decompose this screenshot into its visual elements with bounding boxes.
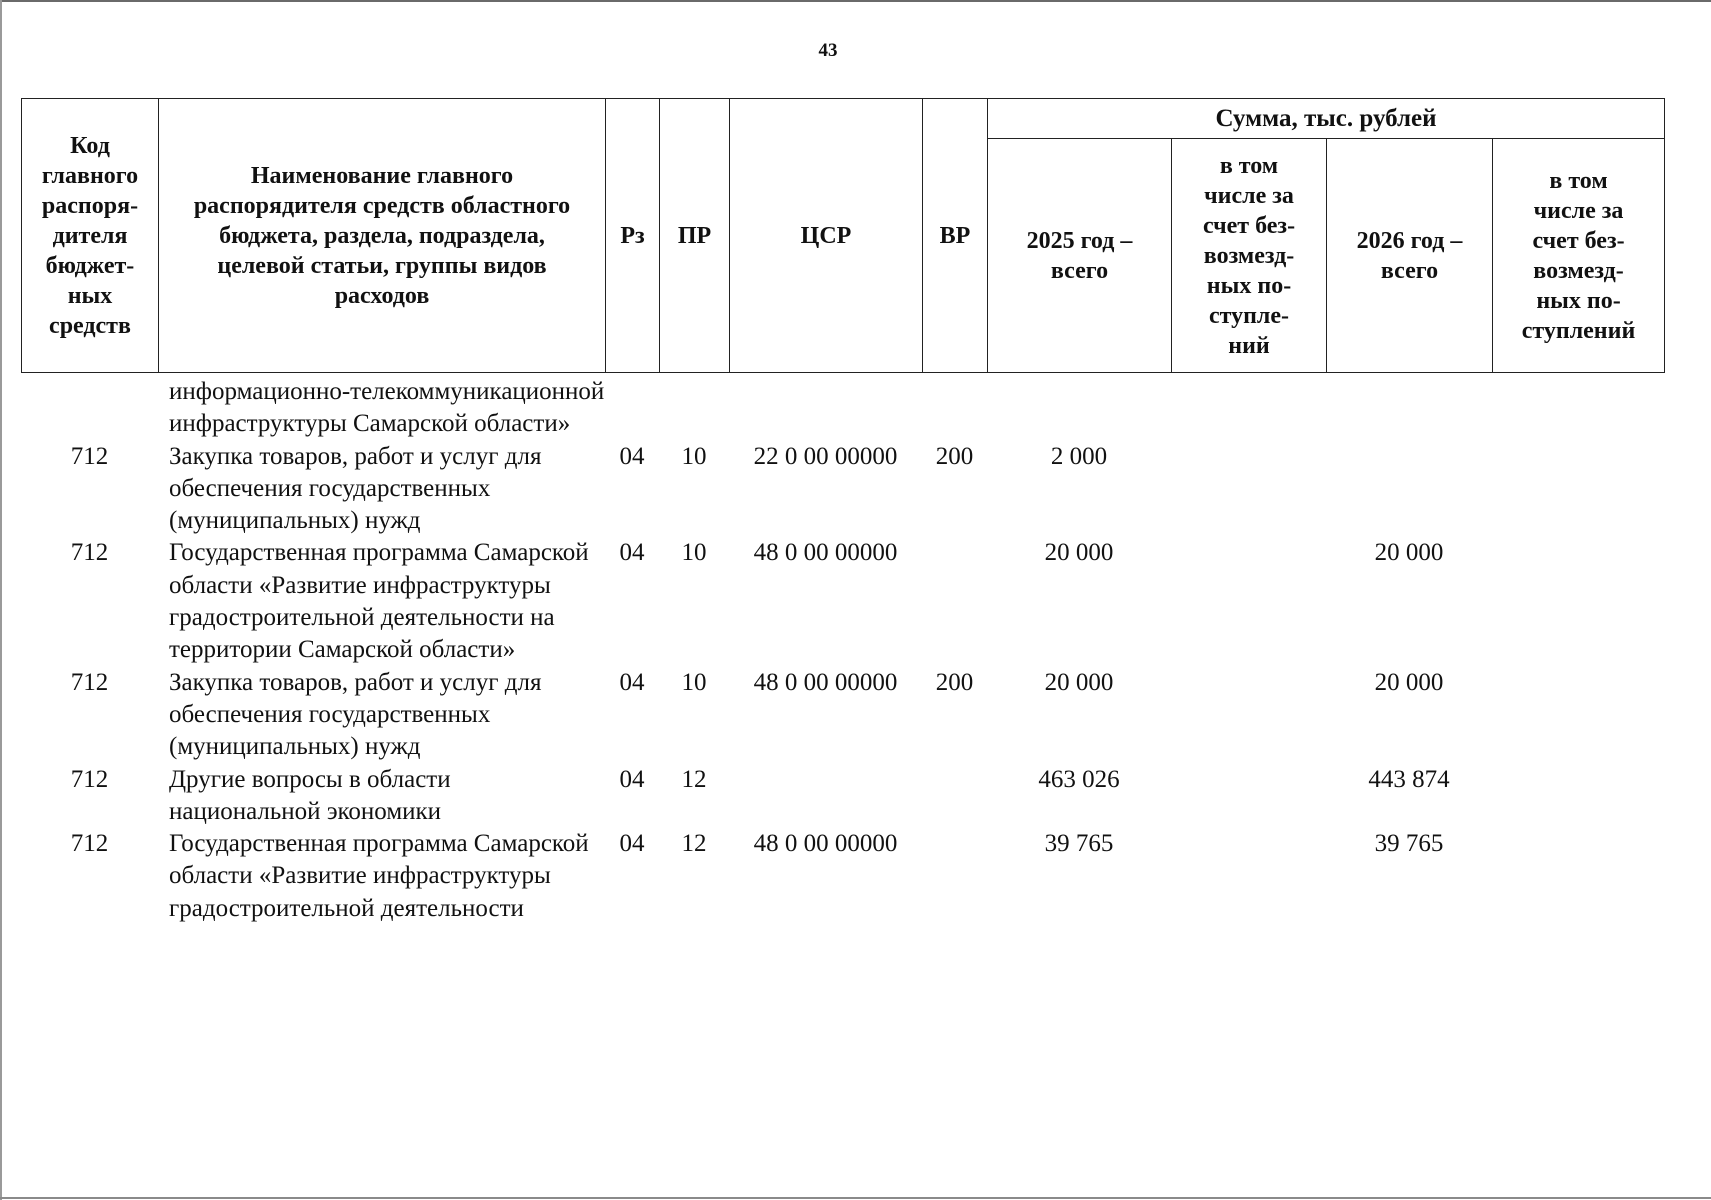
cell-y2026-grants	[1492, 667, 1664, 764]
table-row	[21, 537, 1664, 666]
cell-rz	[605, 376, 659, 441]
header-code: Код главного распоря-дителя бюджет-ных средств	[22, 99, 159, 373]
header-rz: Рз	[606, 99, 660, 373]
cell-pr: 10	[681, 539, 707, 567]
cell-vr: 200	[935, 442, 974, 470]
table-row	[21, 828, 1664, 925]
cell-csr: 48 0 00 00000	[753, 830, 898, 858]
table-body	[21, 376, 1664, 925]
table-row	[21, 376, 1664, 441]
cell-code: 712	[70, 539, 109, 567]
scan-edge-left	[0, 0, 2, 1200]
cell-code: 712	[70, 765, 109, 793]
cell-y2026-total	[1326, 441, 1492, 538]
cell-code: 712	[70, 668, 109, 696]
header-name: Наименование главного распорядителя средств областного бюджета, раздела, подраздела, целевой статьи, группы видов расходов	[159, 99, 606, 373]
header-2026-grants: в том числе за счет без-возмезд-ных по-ступлений	[1493, 139, 1665, 373]
cell-rz: 04	[619, 765, 645, 793]
cell-pr: 10	[681, 442, 707, 470]
cell-rz: 04	[619, 539, 645, 567]
cell-name: Другие вопросы в области национальной экономики	[169, 765, 451, 825]
cell-name: Государственная программа Самарской области «Развитие инфраструктуры градостроительной деятельности	[169, 830, 589, 922]
cell-name: Закупка товаров, работ и услуг для обеспечения государственных (муниципальных) нужд	[169, 668, 542, 761]
cell-y2026-total: 39 765	[1374, 830, 1444, 858]
cell-rz: 04	[619, 442, 645, 470]
cell-vr	[922, 376, 987, 441]
cell-code: 712	[70, 442, 109, 470]
table-row	[21, 764, 1664, 829]
cell-rz: 04	[619, 830, 645, 858]
cell-csr: 22 0 00 00000	[753, 442, 898, 470]
cell-y2026-grants	[1492, 828, 1664, 925]
cell-name: Закупка товаров, работ и услуг для обеспечения государственных (муниципальных) нужд	[169, 442, 542, 535]
cell-rz: 04	[619, 668, 645, 696]
table-header	[21, 98, 1665, 373]
cell-y2025-total	[987, 376, 1171, 441]
cell-y2025-grants	[1171, 441, 1326, 538]
cell-y2026-total: 20 000	[1374, 539, 1444, 567]
cell-y2026-total: 443 874	[1368, 765, 1450, 793]
cell-y2026-grants	[1492, 537, 1664, 666]
cell-y2025-grants	[1171, 764, 1326, 829]
cell-y2025-total: 20 000	[1044, 539, 1114, 567]
cell-y2026-grants	[1492, 764, 1664, 829]
cell-y2026-total	[1326, 376, 1492, 441]
cell-y2025-grants	[1171, 667, 1326, 764]
cell-y2026-total: 20 000	[1374, 668, 1444, 696]
table-row	[21, 441, 1664, 538]
cell-code: 712	[70, 830, 109, 858]
cell-vr	[922, 537, 987, 666]
cell-csr	[729, 376, 922, 441]
cell-pr	[659, 376, 729, 441]
cell-y2025-total: 463 026	[1038, 765, 1120, 793]
cell-y2025-grants	[1171, 828, 1326, 925]
header-pr: ПР	[660, 99, 730, 373]
cell-y2025-total: 2 000	[1050, 442, 1108, 470]
header-sum: Сумма, тыс. рублей	[988, 99, 1665, 139]
cell-pr: 10	[681, 668, 707, 696]
cell-y2026-grants	[1492, 376, 1664, 441]
header-csr: ЦСР	[730, 99, 923, 373]
cell-pr: 12	[681, 830, 707, 858]
cell-name: Государственная программа Самарской области «Развитие инфраструктуры градостроительной деятельности на территории Самарской области»	[169, 539, 589, 664]
scan-edge-bottom	[0, 1197, 1711, 1199]
scan-edge-top	[0, 0, 1711, 2]
cell-code	[21, 376, 158, 441]
cell-name: информационно-телекоммуникационной инфраструктуры Самарской области»	[169, 378, 605, 438]
cell-y2025-total: 39 765	[1044, 830, 1114, 858]
cell-csr: 48 0 00 00000	[753, 668, 898, 696]
cell-vr	[922, 828, 987, 925]
header-vr: ВР	[923, 99, 988, 373]
cell-vr	[922, 764, 987, 829]
header-2026-total: 2026 год – всего	[1327, 139, 1493, 373]
cell-pr: 12	[681, 765, 707, 793]
table-row	[21, 667, 1664, 764]
header-2025-grants: в том числе за счет без-возмезд-ных по-ступле-ний	[1172, 139, 1327, 373]
cell-vr: 200	[935, 668, 974, 696]
cell-csr	[729, 764, 922, 829]
cell-y2025-total: 20 000	[1044, 668, 1114, 696]
header-2025-total: 2025 год – всего	[988, 139, 1172, 373]
page-number: 43	[818, 40, 838, 61]
cell-y2025-grants	[1171, 537, 1326, 666]
cell-y2025-grants	[1171, 376, 1326, 441]
cell-y2026-grants	[1492, 441, 1664, 538]
cell-csr: 48 0 00 00000	[753, 539, 898, 567]
